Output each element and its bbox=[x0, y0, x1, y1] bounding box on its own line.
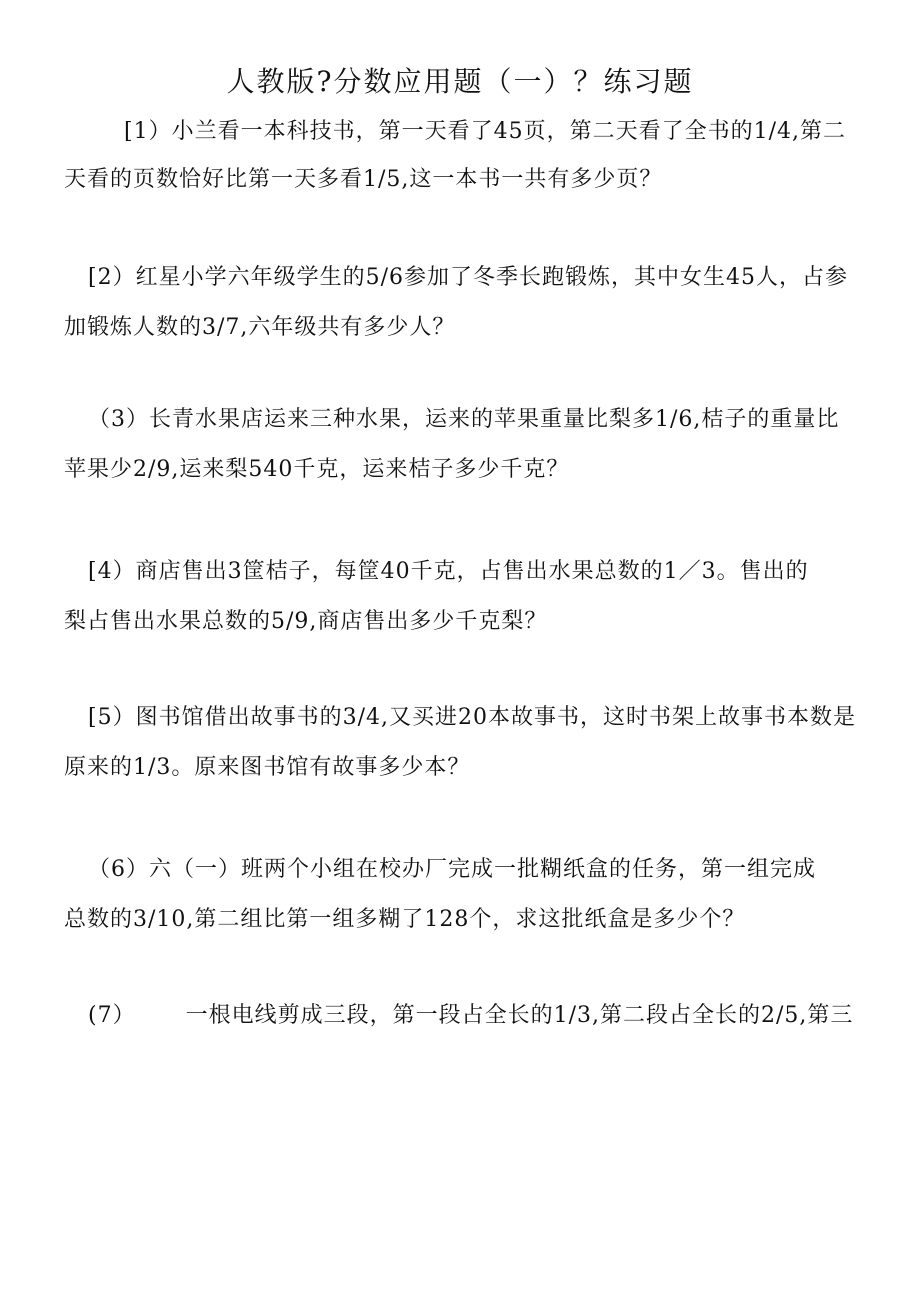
problem-7-line-1 bbox=[88, 1000, 853, 1032]
problem-6-line-2: 总数的3/10,第二组比第一组多糊了128个，求这批纸盒是多少个？ bbox=[64, 907, 746, 932]
problem-5-line-2: 原来的1/3。原来图书馆有故事多少本？ bbox=[64, 755, 471, 780]
problem-1-line-2: 天看的页数恰好比第一天多看1/5,这一本书一共有多少页？ bbox=[64, 167, 663, 192]
problem-4-line-2: 梨占售出水果总数的5/9,商店售出多少千克梨？ bbox=[64, 609, 548, 634]
problem-3-line-2: 苹果少2/9,运来梨540千克，运来桔子多少千克？ bbox=[64, 457, 570, 482]
problem-1-line-1: [1）小兰看一本科技书，第一天看了45页，第二天看了全书的1/4,第二 bbox=[124, 119, 846, 144]
problem-6-line-1: （6）六（一）班两个小组在校办厂完成一批糊纸盒的任务，第一组完成 bbox=[88, 857, 816, 882]
problem-2-line-1: [2）红星小学六年级学生的5/6参加了冬季长跑锻炼，其中女生45人，占参 bbox=[88, 265, 848, 290]
problem-2-line-2: 加锻炼人数的3/7,六年级共有多少人？ bbox=[64, 315, 456, 340]
problem-7-number: (7） bbox=[88, 1003, 136, 1028]
problem-4-line-1: [4）商店售出3筐桔子，每筐40千克，占售出水果总数的1／3。售出的 bbox=[88, 559, 809, 584]
problem-3-line-1: （3）长青水果店运来三种水果，运来的苹果重量比梨多1/6,桔子的重量比 bbox=[88, 407, 840, 432]
document-title: 人教版?分数应用题（一）？练习题 bbox=[226, 65, 694, 98]
problem-7-text: 一根电线剪成三段，第一段占全长的1/3,第二段占全长的2/5,第三 bbox=[185, 1003, 854, 1028]
problem-5-line-1: [5）图书馆借出故事书的3/4,又买进20本故事书，这时书架上故事书本数是 bbox=[88, 705, 856, 730]
